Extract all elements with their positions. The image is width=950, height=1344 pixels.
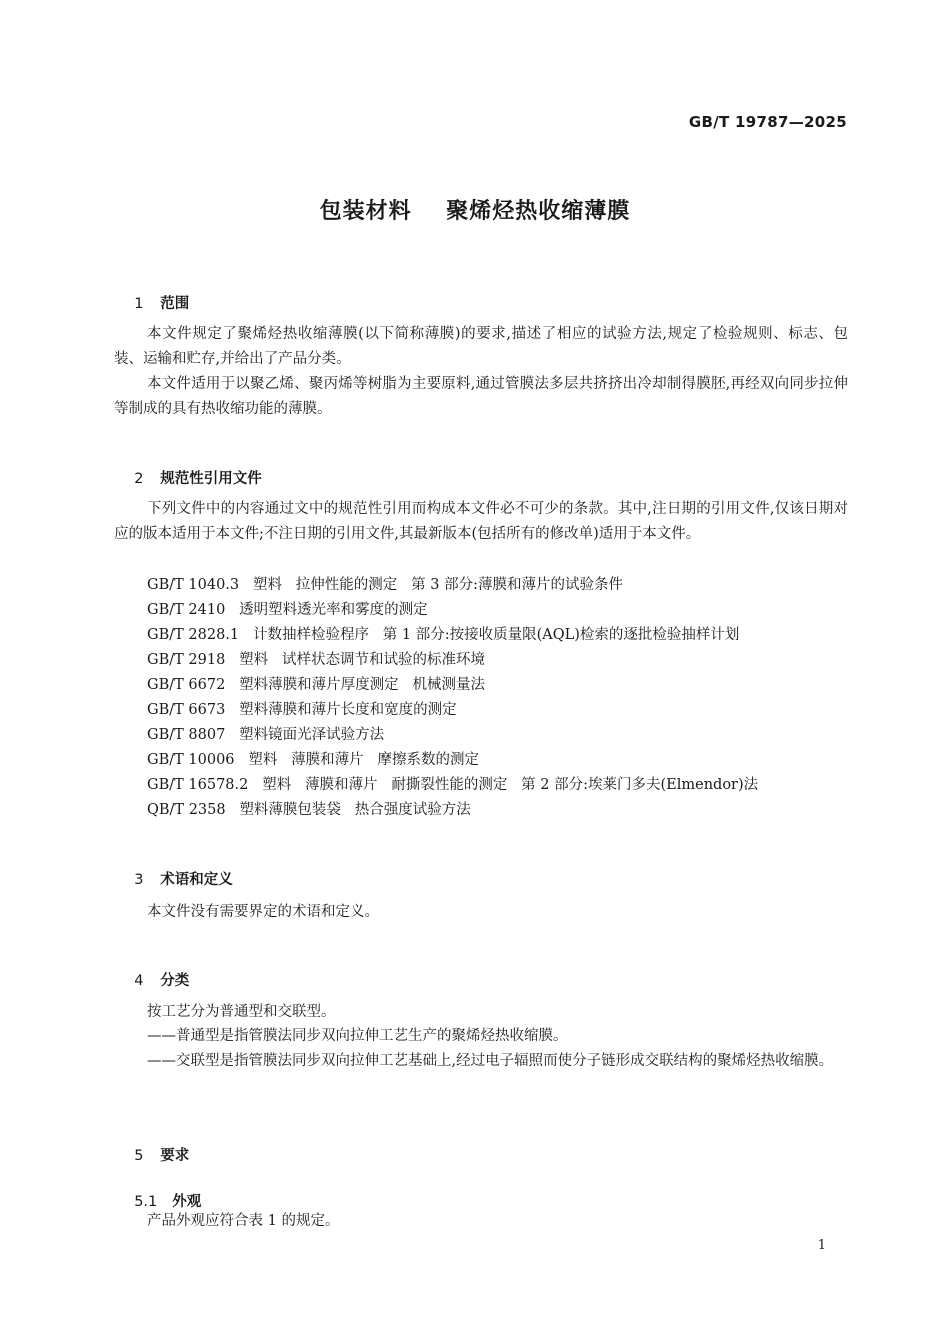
- reference-item: GB/T 2918 塑料 试样状态调节和试验的标准环境: [147, 652, 485, 668]
- section-number: 1: [134, 296, 144, 312]
- scope-paragraph-1: 本文件规定了聚烯烃热收缩薄膜(以下简称薄膜)的要求,描述了相应的试验方法,规定了检验规则、标志、包装、运输和贮存,并给出了产品分类。: [114, 326, 848, 367]
- subsection-number: 5.1: [134, 1194, 158, 1210]
- subsection-title: 外观: [172, 1194, 202, 1210]
- section-number: 5: [134, 1148, 144, 1164]
- page-number: 1: [817, 1238, 826, 1253]
- section-number: 2: [134, 471, 144, 487]
- reference-item: GB/T 8807 塑料镜面光泽试验方法: [147, 727, 385, 743]
- section-title: 要求: [160, 1148, 190, 1164]
- classification-list: [147, 1024, 848, 1074]
- section-title: 规范性引用文件: [160, 471, 262, 487]
- section-title: 分类: [160, 973, 190, 989]
- reference-item: GB/T 10006 塑料 薄膜和薄片 摩擦系数的测定: [147, 752, 480, 768]
- section-number: 4: [134, 973, 144, 989]
- section-title: 术语和定义: [160, 872, 233, 888]
- list-item: ——交联型是指管膜法同步双向拉伸工艺基础上,经过电子辐照而使分子链形成交联结构的聚烯烃热收缩膜。: [147, 1053, 834, 1069]
- classification-intro: 按工艺分为普通型和交联型。: [147, 1004, 336, 1020]
- reference-item: GB/T 1040.3 塑料 拉伸性能的测定 第 3 部分:薄膜和薄片的试验条件: [147, 577, 623, 593]
- standard-number: GB/T 19787—2025: [688, 113, 847, 131]
- reference-item: QB/T 2358 塑料薄膜包装袋 热合强度试验方法: [147, 802, 471, 818]
- reference-item: GB/T 6672 塑料薄膜和薄片厚度测定 机械测量法: [147, 677, 485, 693]
- reference-item: GB/T 2828.1 计数抽样检验程序 第 1 部分:按接收质量限(AQL)检索的逐批检验抽样计划: [147, 627, 740, 643]
- reference-item: GB/T 6673 塑料薄膜和薄片长度和宽度的测定: [147, 702, 457, 718]
- terms-text: 本文件没有需要界定的术语和定义。: [147, 904, 379, 920]
- scope-paragraph-2: 本文件适用于以聚乙烯、聚丙烯等树脂为主要原料,通过管膜法多层共挤挤出冷却制得膜胚,再经双向同步拉伸等制成的具有热收缩功能的薄膜。: [114, 376, 848, 417]
- reference-item: GB/T 16578.2 塑料 薄膜和薄片 耐撕裂性能的测定 第 2 部分:埃莱门多夫(Elmendor)法: [147, 777, 759, 793]
- section-title: 范围: [160, 296, 190, 312]
- document-title: 包装材料 聚烯烃热收缩薄膜: [319, 199, 631, 224]
- appearance-text: 产品外观应符合表 1 的规定。: [147, 1213, 340, 1229]
- section-heading-terms: [114, 852, 233, 905]
- list-item: ——普通型是指管膜法同步双向拉伸工艺生产的聚烯烃热收缩膜。: [147, 1028, 568, 1044]
- references-intro: 下列文件中的内容通过文中的规范性引用而构成本文件必不可少的条款。其中,注日期的引用文件,仅该日期对应的版本适用于本文件;不注日期的引用文件,其最新版本(包括所有的修改单)适用于本文件。: [114, 501, 848, 542]
- section-heading-classification: [114, 953, 189, 1006]
- section-number: 3: [134, 872, 144, 888]
- reference-item: GB/T 2410 透明塑料透光率和雾度的测定: [147, 602, 428, 618]
